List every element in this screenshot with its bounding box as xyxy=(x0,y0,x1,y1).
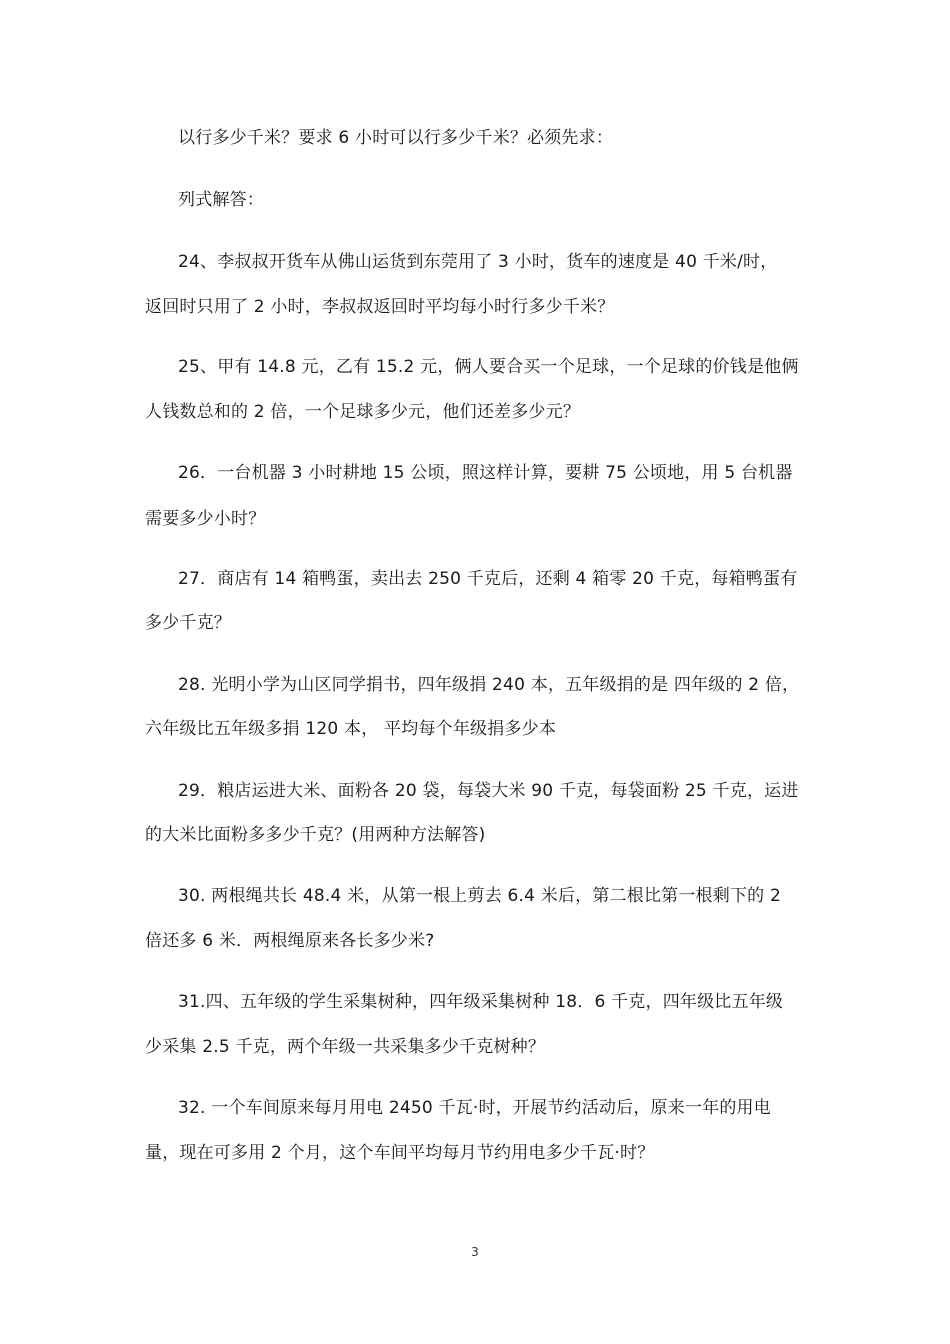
question-28-line-1: 28. 光明小学为山区同学捐书，四年级捐 240 本，五年级捐的是 四年级的 2 倍， xyxy=(178,675,800,695)
question-27-line-2: 多少千克？ xyxy=(145,613,231,633)
question-26-line-2: 需要多少小时？ xyxy=(145,509,266,529)
question-27-line-1: 27．商店有 14 箱鸭蛋，卖出去 250 千克后，还剩 4 箱零 20 千克，每箱鸭蛋有 xyxy=(178,569,798,589)
question-30-line-2: 倍还多 6 米．两根绳原来各长多少米? xyxy=(145,931,435,951)
text-line: 列式解答： xyxy=(178,190,264,210)
question-24-line-1: 24、李叔叔开货车从佛山运货到东莞用了 3 小时，货车的速度是 40 千米/时， xyxy=(178,252,778,272)
question-31-line-1: 31.四、五年级的学生采集树种，四年级采集树种 18．6 千克，四年级比五年级 xyxy=(178,992,784,1012)
question-26-line-1: 26．一台机器 3 小时耕地 15 公顷，照这样计算，要耕 75 公顷地，用 5 台机器 xyxy=(178,463,793,483)
question-28-line-2: 六年级比五年级多捐 120 本， 平均每个年级捐多少本 xyxy=(145,719,557,739)
question-31-line-2: 少采集 2.5 千克，两个年级一共采集多少千克树种？ xyxy=(145,1037,546,1057)
question-29-line-1: 29．粮店运进大米、面粉各 20 袋，每袋大米 90 千克，每袋面粉 25 千克，运进 xyxy=(178,781,799,801)
question-24-line-2: 返回时只用了 2 小时，李叔叔返回时平均每小时行多少千米？ xyxy=(145,297,615,317)
question-25-line-1: 25、甲有 14.8 元，乙有 15.2 元，俩人要合买一个足球，一个足球的价钱是他俩 xyxy=(178,357,799,377)
text-line: 以行多少千米？要求 6 小时可以行多少千米？必须先求： xyxy=(178,128,614,148)
question-29-line-2: 的大米比面粉多多少千克？(用两种方法解答) xyxy=(145,825,486,845)
question-25-line-2: 人钱数总和的 2 倍，一个足球多少元，他们还差多少元？ xyxy=(145,402,581,422)
page-number: 3 xyxy=(471,1245,479,1259)
question-32-line-1: 32. 一个车间原来每月用电 2450 千瓦·时，开展节约活动后，原来一年的用电 xyxy=(178,1098,771,1118)
question-32-line-2: 量，现在可多用 2 个月，这个车间平均每月节约用电多少千瓦·时？ xyxy=(145,1143,655,1163)
question-30-line-1: 30. 两根绳共长 48.4 米，从第一根上剪去 6.4 米后，第二根比第一根剩下的 2 xyxy=(178,886,781,906)
